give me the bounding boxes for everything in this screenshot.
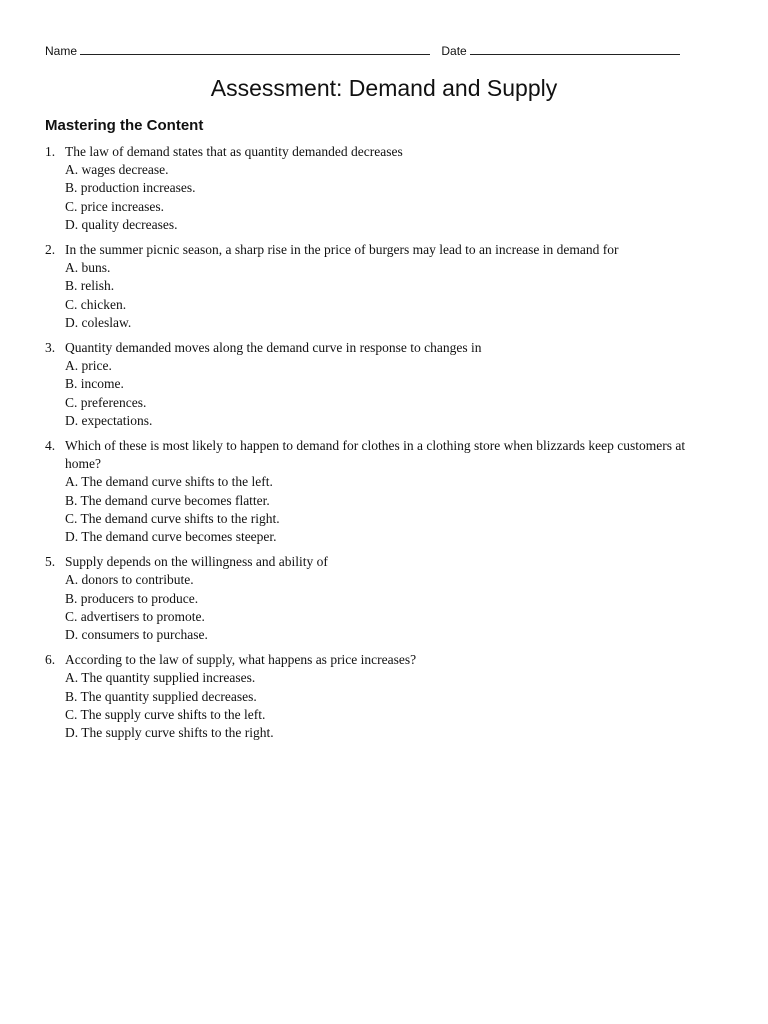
option-d: D. The supply curve shifts to the right.	[65, 725, 274, 741]
question-stem: According to the law of supply, what happens as price increases?	[65, 652, 417, 668]
question-number: 5.	[45, 554, 56, 570]
option-b: B. The demand curve becomes flatter.	[65, 492, 270, 508]
option-list	[45, 259, 715, 332]
option-b: B. producers to produce.	[65, 590, 199, 606]
question-5	[45, 553, 715, 644]
option-a: A. buns.	[65, 260, 111, 276]
option-b: B. The quantity supplied decreases.	[65, 688, 257, 704]
question-stem: Which of these is most likely to happen to demand for clothes in a clothing store when blizzards keep customers at home?	[65, 438, 686, 472]
question-3	[45, 339, 715, 430]
option-d: D. The demand curve becomes steeper.	[65, 529, 277, 545]
option-c: C. preferences.	[65, 394, 147, 410]
section-heading: Mastering the Content	[45, 117, 204, 134]
date-blank[interactable]	[470, 44, 680, 55]
option-d: D. quality decreases.	[65, 216, 178, 232]
option-list	[45, 669, 715, 742]
option-b: B. relish.	[65, 278, 115, 294]
option-list	[45, 571, 715, 644]
option-list	[45, 473, 715, 546]
question-list	[45, 143, 715, 749]
option-d: D. consumers to purchase.	[65, 627, 208, 643]
option-a: A. donors to contribute.	[65, 572, 194, 588]
option-d: D. expectations.	[65, 412, 153, 428]
option-c: C. price increases.	[65, 198, 164, 214]
question-number: 6.	[45, 652, 56, 668]
name-blank[interactable]	[80, 44, 430, 55]
page-title: Assessment: Demand and Supply	[210, 75, 558, 101]
option-list	[45, 161, 715, 234]
question-number: 1.	[45, 144, 56, 159]
option-c: C. The demand curve shifts to the right.	[65, 510, 280, 526]
option-b: B. income.	[65, 376, 124, 392]
question-number: 2.	[45, 242, 56, 258]
question-6	[45, 651, 715, 742]
option-b: B. production increases.	[65, 180, 196, 196]
option-a: A. The quantity supplied increases.	[65, 670, 256, 686]
question-stem: In the summer picnic season, a sharp rise in the price of burgers may lead to an increase in demand for	[65, 242, 619, 258]
option-a: A. price.	[65, 358, 112, 374]
question-2	[45, 241, 715, 332]
question-stem: Quantity demanded moves along the demand curve in response to changes in	[65, 340, 482, 356]
option-c: C. chicken.	[65, 296, 127, 312]
question-stem: Supply depends on the willingness and ability of	[65, 554, 328, 570]
option-d: D. coleslaw.	[65, 314, 132, 330]
option-list	[45, 357, 715, 430]
option-c: C. The supply curve shifts to the left.	[65, 706, 266, 722]
name-label: Name	[45, 44, 78, 58]
option-c: C. advertisers to promote.	[65, 608, 205, 624]
question-4	[45, 437, 715, 546]
question-stem: The law of demand states that as quantity demanded decreases	[65, 144, 403, 159]
question-number: 4.	[45, 438, 56, 454]
option-a: A. The demand curve shifts to the left.	[65, 474, 273, 490]
option-a: A. wages decrease.	[65, 162, 169, 178]
question-1	[45, 143, 715, 234]
name-date-line	[45, 43, 685, 59]
date-label: Date	[441, 44, 467, 58]
question-number: 3.	[45, 340, 56, 356]
